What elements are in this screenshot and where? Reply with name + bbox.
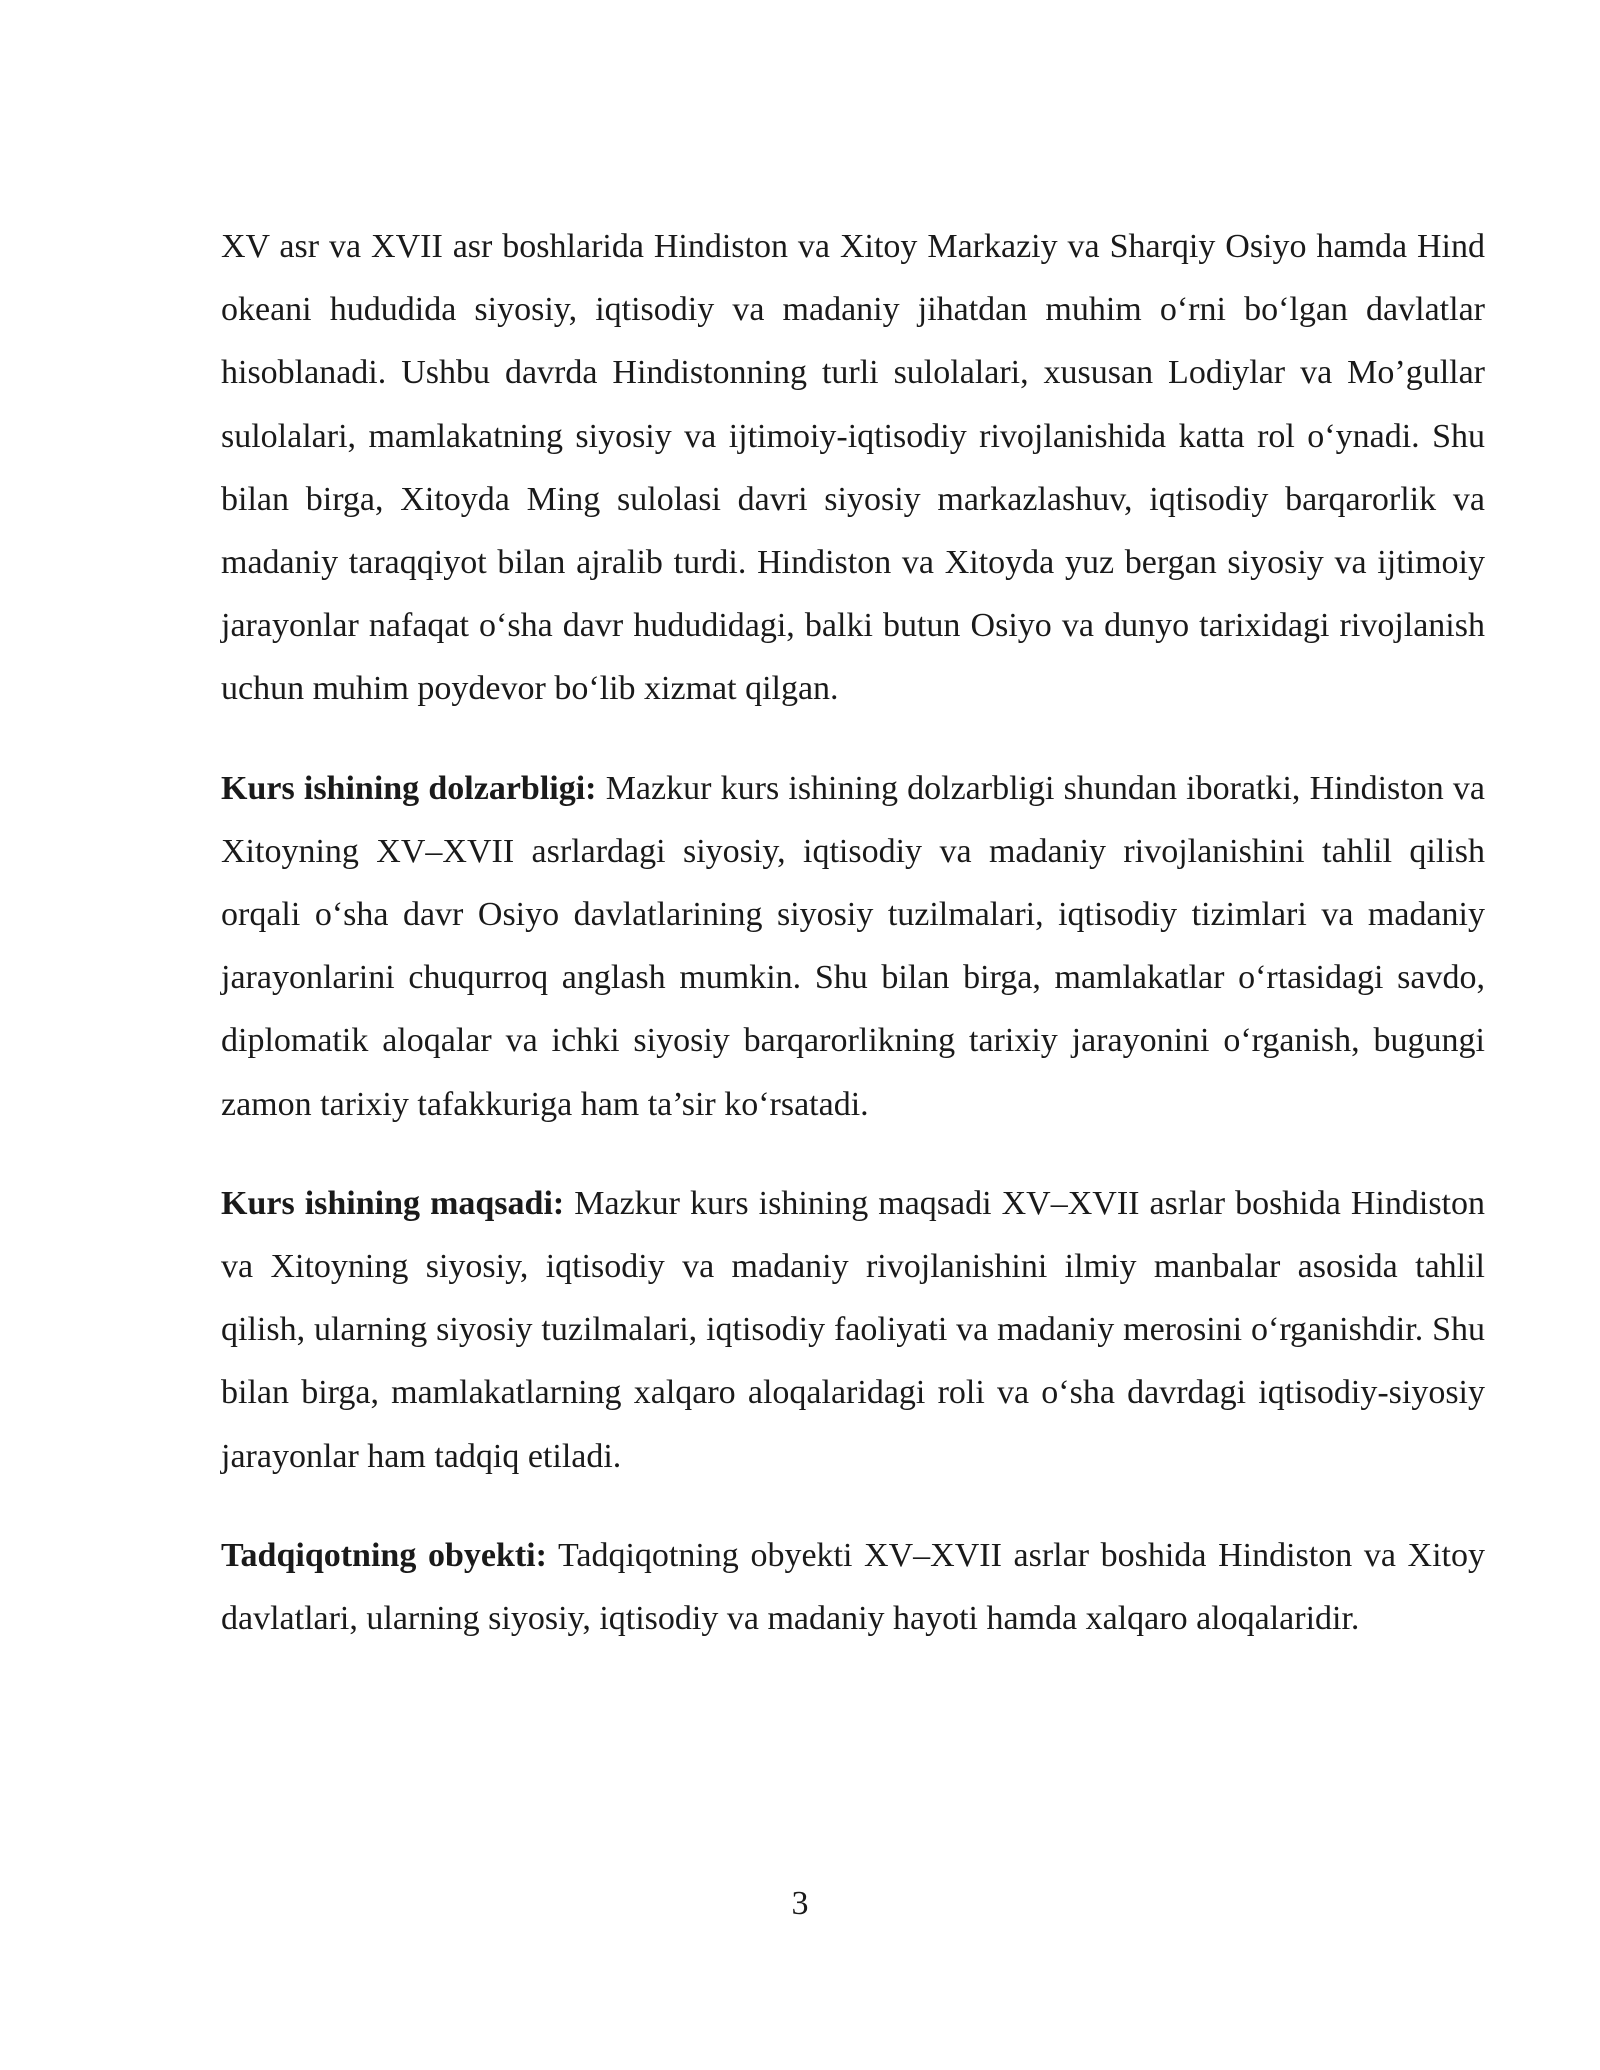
paragraph-text: XV asr va XVII asr boshlarida Hindiston va Xitoy Markaziy va Sharqiy Osiyo hamda Hind okeani hududida siyosiy, iqtisodiy va madaniy jihatdan muhim oʻrni boʻlgan davlatlar hisoblanadi. Ushbu davrda Hindistonning turli sulolalari, xususan Lodiylar va Mo’gullar sulolalari, mamlakatning siyosiy va ijtimoiy-iqtisodiy rivojlanishida katta rol oʻynadi. Shu bilan birga, Xitoyda Ming sulolasi davri siyosiy markazlashuv, iqtisodiy barqarorlik va madaniy taraqqiyot bilan ajralib turdi. Hindiston va Xitoyda yuz bergan siyosiy va ijtimoiy jarayonlar nafaqat oʻsha davr hududidagi, balki butun Osiyo va dunyo tarixidagi rivojlanish uchun muhim poydevor boʻlib xizmat qilgan.: [221, 228, 1485, 708]
paragraph-text: Tadqiqotning obyekti XV–XVII asrlar boshida Hindiston va Xitoy davlatlari, ularning siyosiy, iqtisodiy va madaniy hayoti hamda xalqaro aloqalaridir.: [221, 1536, 1485, 1638]
paragraph-text: Mazkur kurs ishining dolzarbligi shundan iboratki, Hindiston va Xitoyning XV–XVII asrlardagi siyosiy, iqtisodiy va madaniy rivojlanishini tahlil qilish orqali oʻsha davr Osiyo davlatlarining siyosiy tuzilmalari, iqtisodiy tizimlari va madaniy jarayonlarini chuqurroq anglash mumkin. Shu bilan birga, mamlakatlar oʻrtasidagi savdo, diplomatik aloqalar va ichki siyosiy barqarorlikning tarixiy jarayonini oʻrganish, bugungi zamon tarixiy tafakkuriga ham ta’sir koʻrsatadi.: [221, 769, 1486, 1123]
paragraph-text: Mazkur kurs ishining maqsadi XV–XVII asrlar boshida Hindiston va Xitoyning siyosiy, iqtisodiy va madaniy rivojlanishini ilmiy manbalar asosida tahlil qilish, ularning siyosiy tuzilmalari, iqtisodiy faoliyati va madaniy merosini oʻrganishdir. Shu bilan birga, mamlakatlarning xalqaro aloqalaridagi roli va oʻsha davrdagi iqtisodiy-siyosiy jarayonlar ham tadqiq etiladi.: [221, 1184, 1486, 1475]
paragraph-relevance: [221, 757, 1485, 1136]
paragraph-object: [221, 1524, 1485, 1650]
body-text: [221, 215, 1485, 1686]
page-number: 3: [791, 1885, 809, 1922]
paragraph-label: Kurs ishining maqsadi:: [221, 1184, 565, 1222]
paragraph-introduction: [221, 215, 1485, 721]
paragraph-goal: [221, 1172, 1485, 1488]
paragraph-label: Kurs ishining dolzarbligi:: [221, 769, 597, 807]
paragraph-label: Tadqiqotning obyekti:: [221, 1536, 547, 1574]
